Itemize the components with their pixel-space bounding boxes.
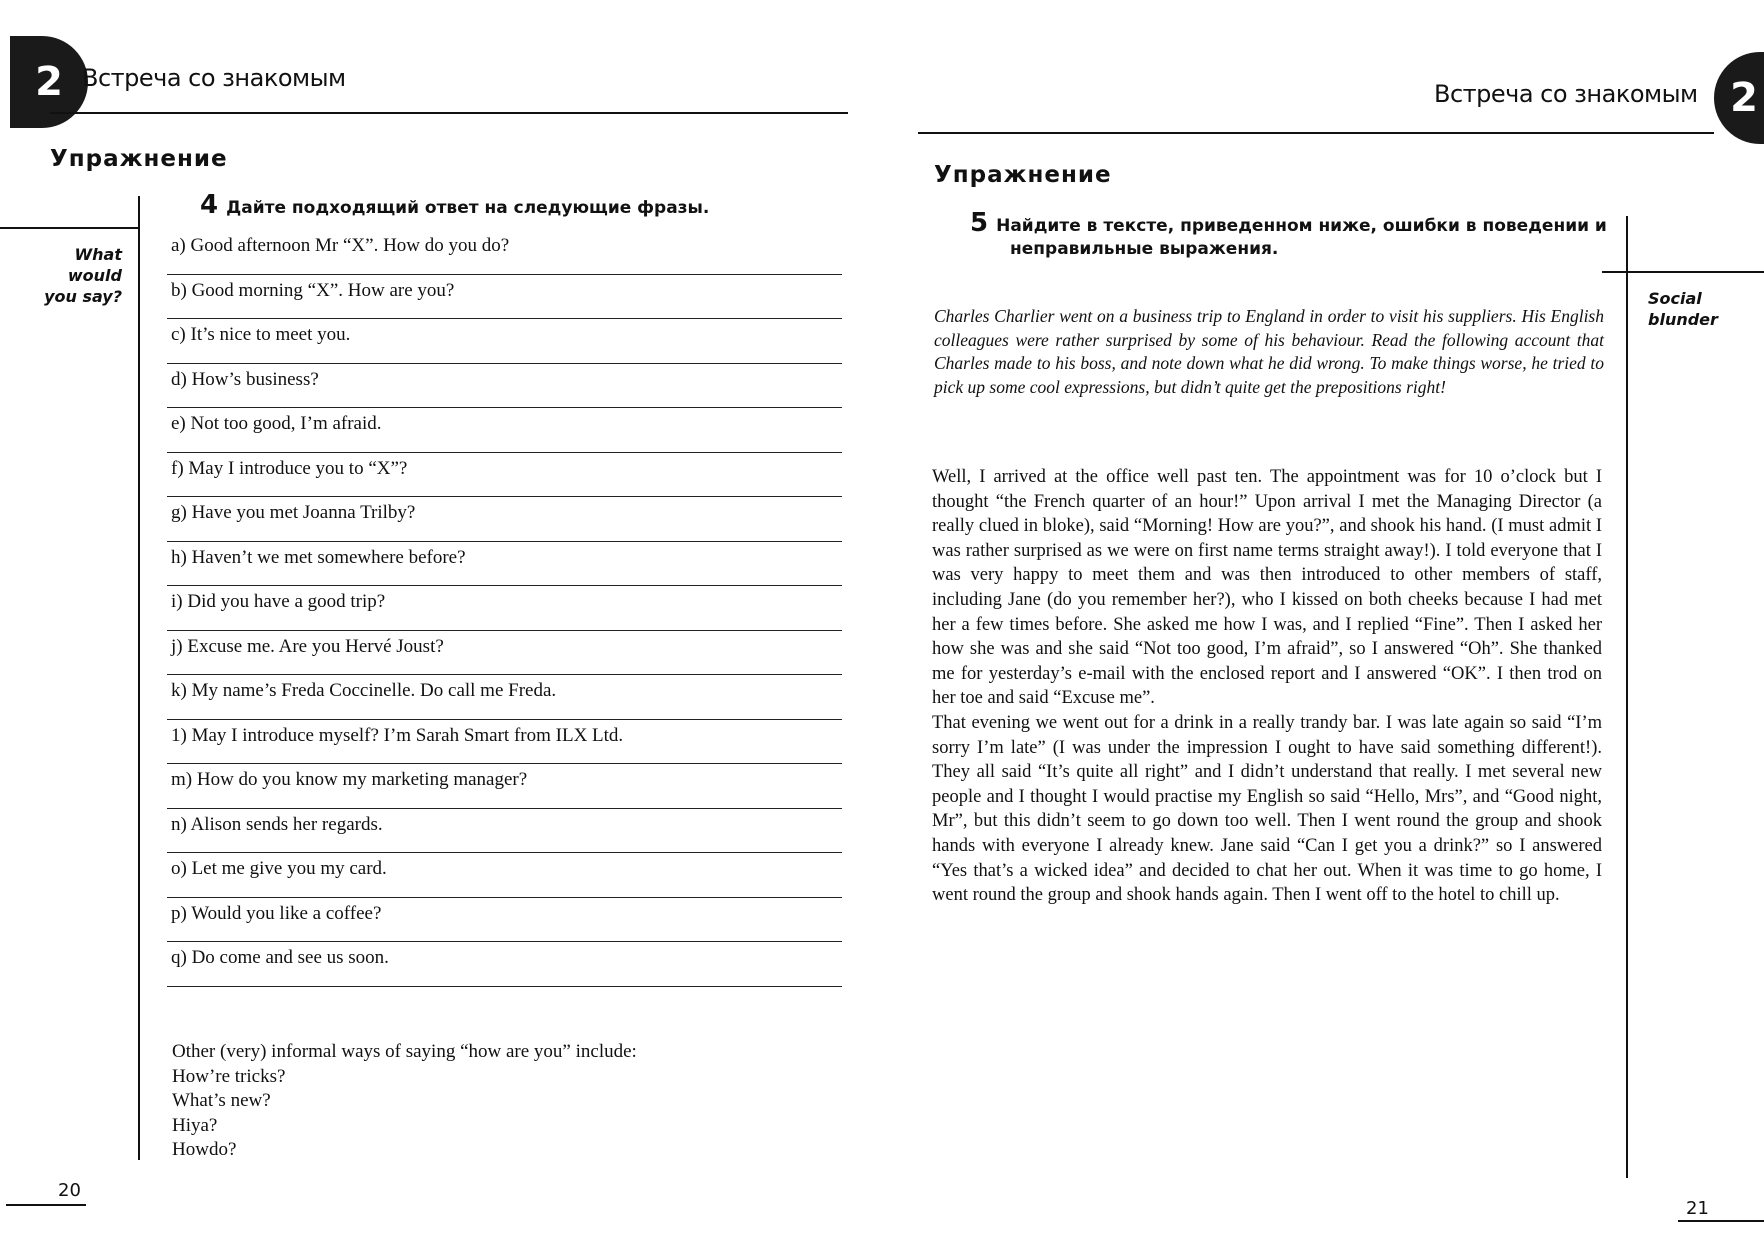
- right-page: [882, 0, 1764, 1256]
- margin-note-line: What would: [67, 245, 122, 285]
- informal-item: How’re tricks?: [172, 1065, 286, 1087]
- exercise-heading: Упражнение: [50, 146, 228, 172]
- answer-line[interactable]: i) Did you have a good trip?: [167, 586, 842, 631]
- chapter-badge: 2: [10, 36, 88, 128]
- informal-item: Howdo?: [172, 1139, 237, 1160]
- answer-line[interactable]: h) Haven’t we met somewhere before?: [167, 542, 842, 587]
- answer-line[interactable]: d) How’s business?: [167, 364, 842, 409]
- margin-rule: [138, 196, 140, 1160]
- answer-line[interactable]: c) It’s nice to meet you.: [167, 319, 842, 364]
- informal-greetings: [172, 1040, 637, 1163]
- exercise-instruction: [970, 208, 1607, 261]
- footer-rule: [1678, 1220, 1764, 1222]
- margin-note: [26, 244, 122, 307]
- answer-line[interactable]: 1) May I introduce myself? I’m Sarah Smart from ILX Ltd.: [167, 720, 842, 765]
- margin-rule: [1626, 216, 1628, 1178]
- chapter-title: Встреча со знакомым: [1434, 80, 1698, 108]
- story-paragraph: Well, I arrived at the office well past ten. The appointment was for 10 o’clock but I thought “the French quarter of an hour!” Upon arrival I met the Managing Director (a really clued in bloke), said “Morning! How are you?”, and shook his hand. (I must admit I was rather surprised as we were on first name terms straight away!). I told everyone that I was very happy to meet them and was then introduced to other members of staff, including Jane (do you remember her?), who I kissed on both cheeks because I had met her a few times before. She asked me how I was, and I replied “Fine”. Then I asked her how she was and she said “Not too good, I’m afraid”, so I answered “Oh”. She thanked me for yesterday’s e-mail with the enclosed report and I answered “OK”. I then trod on her toe and said “Excuse me”.: [932, 467, 1602, 709]
- chapter-title: Встреча со знакомым: [82, 64, 346, 92]
- exercise-intro: Charles Charlier went on a business trip to England in order to visit his suppliers. His English colleagues were rather surprised by some of his behaviour. Read the following account that Charles made to his boss, and note down what he did wrong. To make things worse, he tried to pick up some cool expressions, but didn’t quite get the prepositions right!: [934, 306, 1604, 397]
- exercise-number: 4: [200, 190, 219, 220]
- header-rule: [918, 132, 1714, 134]
- answer-line[interactable]: o) Let me give you my card.: [167, 853, 842, 898]
- answer-line[interactable]: n) Alison sends her regards.: [167, 809, 842, 854]
- margin-top-rule: [0, 227, 140, 229]
- instruction-text: Дайте подходящий ответ на следующие фразы.: [226, 198, 710, 218]
- answer-line[interactable]: e) Not too good, I’m afraid.: [167, 408, 842, 453]
- exercise-instruction: [200, 190, 710, 220]
- answer-line[interactable]: p) Would you like a coffee?: [167, 898, 842, 943]
- story-paragraph: That evening we went out for a drink in a really trandy bar. I was late again so said “I’m sorry I’m late” (I was under the impression I ought to have said something different!). They all said “It’s quite all right” and I didn’t understand that really. I met several new people and I thought I would practise my English so said “Hello, Mrs”, and “Good night, Mr”, but this didn’t seem to go down too well. Then I went round the group and shook hands with everyone I already knew. Jane said “Can I get you a drink?” so I answered “Yes that’s a wicked idea” and decided to chat her out. When it was time to go home, I went round the group and shook hands again. Then I went off to the hotel to chill up.: [932, 712, 1602, 906]
- answer-line[interactable]: j) Excuse me. Are you Hervé Joust?: [167, 631, 842, 676]
- page-number: 21: [1686, 1198, 1709, 1219]
- margin-note: Social blunder: [1648, 289, 1718, 329]
- instruction-text-line2: неправильные выражения.: [1010, 239, 1279, 259]
- answer-line[interactable]: b) Good morning “X”. How are you?: [167, 275, 842, 320]
- answer-line[interactable]: a) Good afternoon Mr “X”. How do you do?: [167, 230, 842, 275]
- informal-item: Hiya?: [172, 1114, 218, 1136]
- answer-line[interactable]: g) Have you met Joanna Trilby?: [167, 497, 842, 542]
- margin-note-line: you say?: [44, 287, 122, 306]
- page-number: 20: [58, 1180, 81, 1201]
- margin-top-rule: [1602, 271, 1764, 273]
- answer-line[interactable]: m) How do you know my marketing manager?: [167, 764, 842, 809]
- chapter-badge: 2: [1714, 52, 1764, 144]
- answer-line[interactable]: k) My name’s Freda Coccinelle. Do call me Freda.: [167, 675, 842, 720]
- answer-line[interactable]: q) Do come and see us soon.: [167, 942, 842, 987]
- informal-intro: Other (very) informal ways of saying “how are you” include:: [172, 1041, 637, 1062]
- exercise-heading: Упражнение: [934, 162, 1112, 188]
- exercise-number: 5: [970, 208, 989, 238]
- informal-item: What’s new?: [172, 1090, 271, 1111]
- answer-line[interactable]: f) May I introduce you to “X”?: [167, 453, 842, 498]
- phrase-list: [167, 230, 842, 987]
- story-text: [932, 465, 1602, 908]
- footer-rule: [6, 1204, 86, 1206]
- instruction-text: Найдите в тексте, приведенном ниже, ошибки в поведении и: [996, 216, 1607, 236]
- header-rule: [50, 112, 848, 114]
